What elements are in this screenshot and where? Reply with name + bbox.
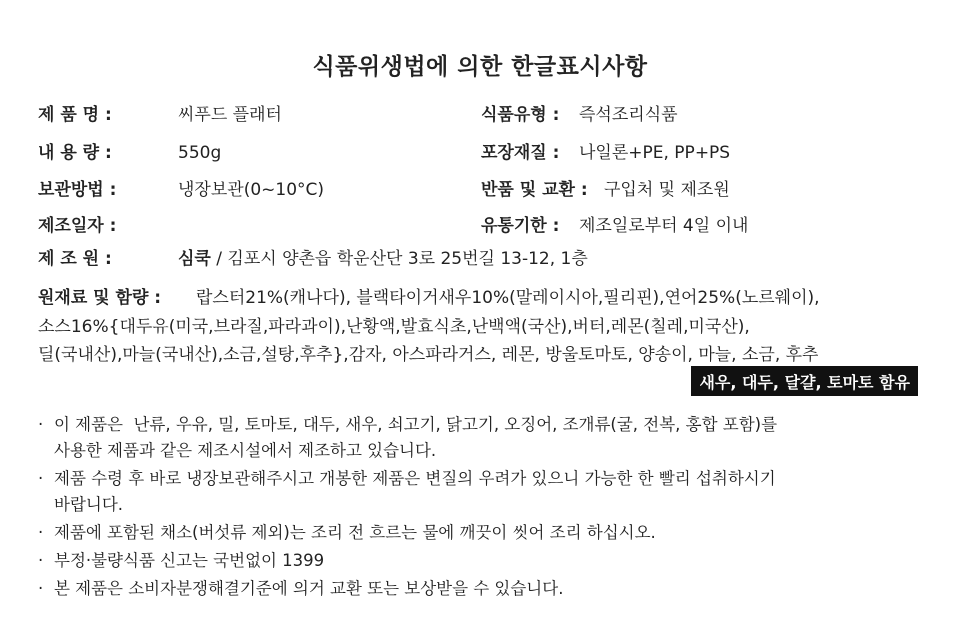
ingredients-label: 원재료 및 함량 : (38, 288, 162, 308)
bullet-icon: · (38, 551, 44, 570)
return-label: 반품 및 교환 : (481, 180, 588, 200)
bullet-icon: · (38, 523, 44, 542)
mfg-date-row (38, 211, 178, 236)
return-value: 구입처 및 제조원 (604, 180, 730, 200)
packaging-value: 나일론+PE, PP+PS (579, 143, 731, 163)
ingredients-line-3: 딜(국내산),마늘(국내산),소금,설탕,후추},감자, 아스파라거스, 레몬, 방울토마토, 양송이, 마늘, 소금, 후추 (38, 345, 819, 365)
ingredients-text-1: 랍스터21%(캐나다), 블랙타이거새우10%(말레이시아,필리핀),연어25%(노르웨이), (196, 288, 820, 308)
storage-row (38, 175, 324, 200)
note-text: 이 제품은 난류, 우유, 밀, 토마토, 대두, 새우, 쇠고기, 닭고기, 오징어, 조개류(굴, 전복, 홍합 포함)를 (54, 415, 778, 434)
expiry-row (481, 211, 748, 236)
bullet-icon: · (38, 579, 44, 598)
note-item (36, 466, 926, 518)
storage-value: 냉장보관(0~10°C) (178, 180, 325, 200)
mfg-date-label: 제조일자 : (38, 216, 117, 236)
note-item (36, 412, 926, 464)
return-row (481, 175, 730, 200)
manufacturer-address: / 김포시 양촌읍 학운산단 3로 25번길 13-12, 1층 (210, 249, 588, 269)
product-name-label: 제 품 명 : (38, 105, 112, 125)
packaging-row (481, 138, 730, 163)
manufacturer-name: 심쿡 (178, 249, 211, 269)
notes-list (36, 412, 926, 604)
expiry-label: 유통기한 : (481, 216, 560, 236)
packaging-label: 포장재질 : (481, 143, 560, 163)
note-text: 제품 수령 후 바로 냉장보관해주시고 개봉한 제품은 변질의 우려가 있으니 가능한 한 빨리 섭취하시기 (54, 469, 776, 488)
volume-label: 내 용 량 : (38, 143, 112, 163)
bullet-icon: · (38, 469, 44, 488)
note-text: 바랍니다. (54, 495, 124, 514)
page-title: 식품위생법에 의한 한글표시사항 (312, 54, 648, 80)
note-text: 제품에 포함된 채소(버섯류 제외)는 조리 전 흐르는 물에 깨끗이 씻어 조리 하십시오. (54, 523, 656, 542)
food-type-row (481, 100, 678, 125)
expiry-value: 제조일로부터 4일 이내 (579, 216, 749, 236)
product-name-value: 씨푸드 플래터 (178, 105, 282, 125)
note-item (36, 576, 926, 602)
allergen-badge: 새우, 대두, 달걀, 토마토 함유 (691, 366, 918, 396)
note-text: 사용한 제품과 같은 제조시설에서 제조하고 있습니다. (54, 441, 437, 460)
ingredients-line-1 (38, 283, 820, 308)
bullet-icon: · (38, 415, 44, 434)
volume-row (38, 138, 221, 163)
note-item (36, 520, 926, 546)
food-type-label: 식품유형 : (481, 105, 560, 125)
note-text: 부정·불량식품 신고는 국번없이 1399 (54, 551, 325, 570)
storage-label: 보관방법 : (38, 180, 117, 200)
manufacturer-row (38, 244, 588, 269)
ingredients-line-2: 소스16%{대두유(미국,브라질,파라과이),난황액,발효식초,난백액(국산),버터,레몬(칠레,미국산), (38, 317, 750, 337)
product-name-row (38, 100, 282, 125)
volume-value: 550g (178, 143, 222, 163)
note-text: 본 제품은 소비자분쟁해결기준에 의거 교환 또는 보상받을 수 있습니다. (54, 579, 564, 598)
food-type-value: 즉석조리식품 (579, 105, 678, 125)
note-item (36, 548, 926, 574)
manufacturer-label: 제 조 원 : (38, 249, 112, 269)
